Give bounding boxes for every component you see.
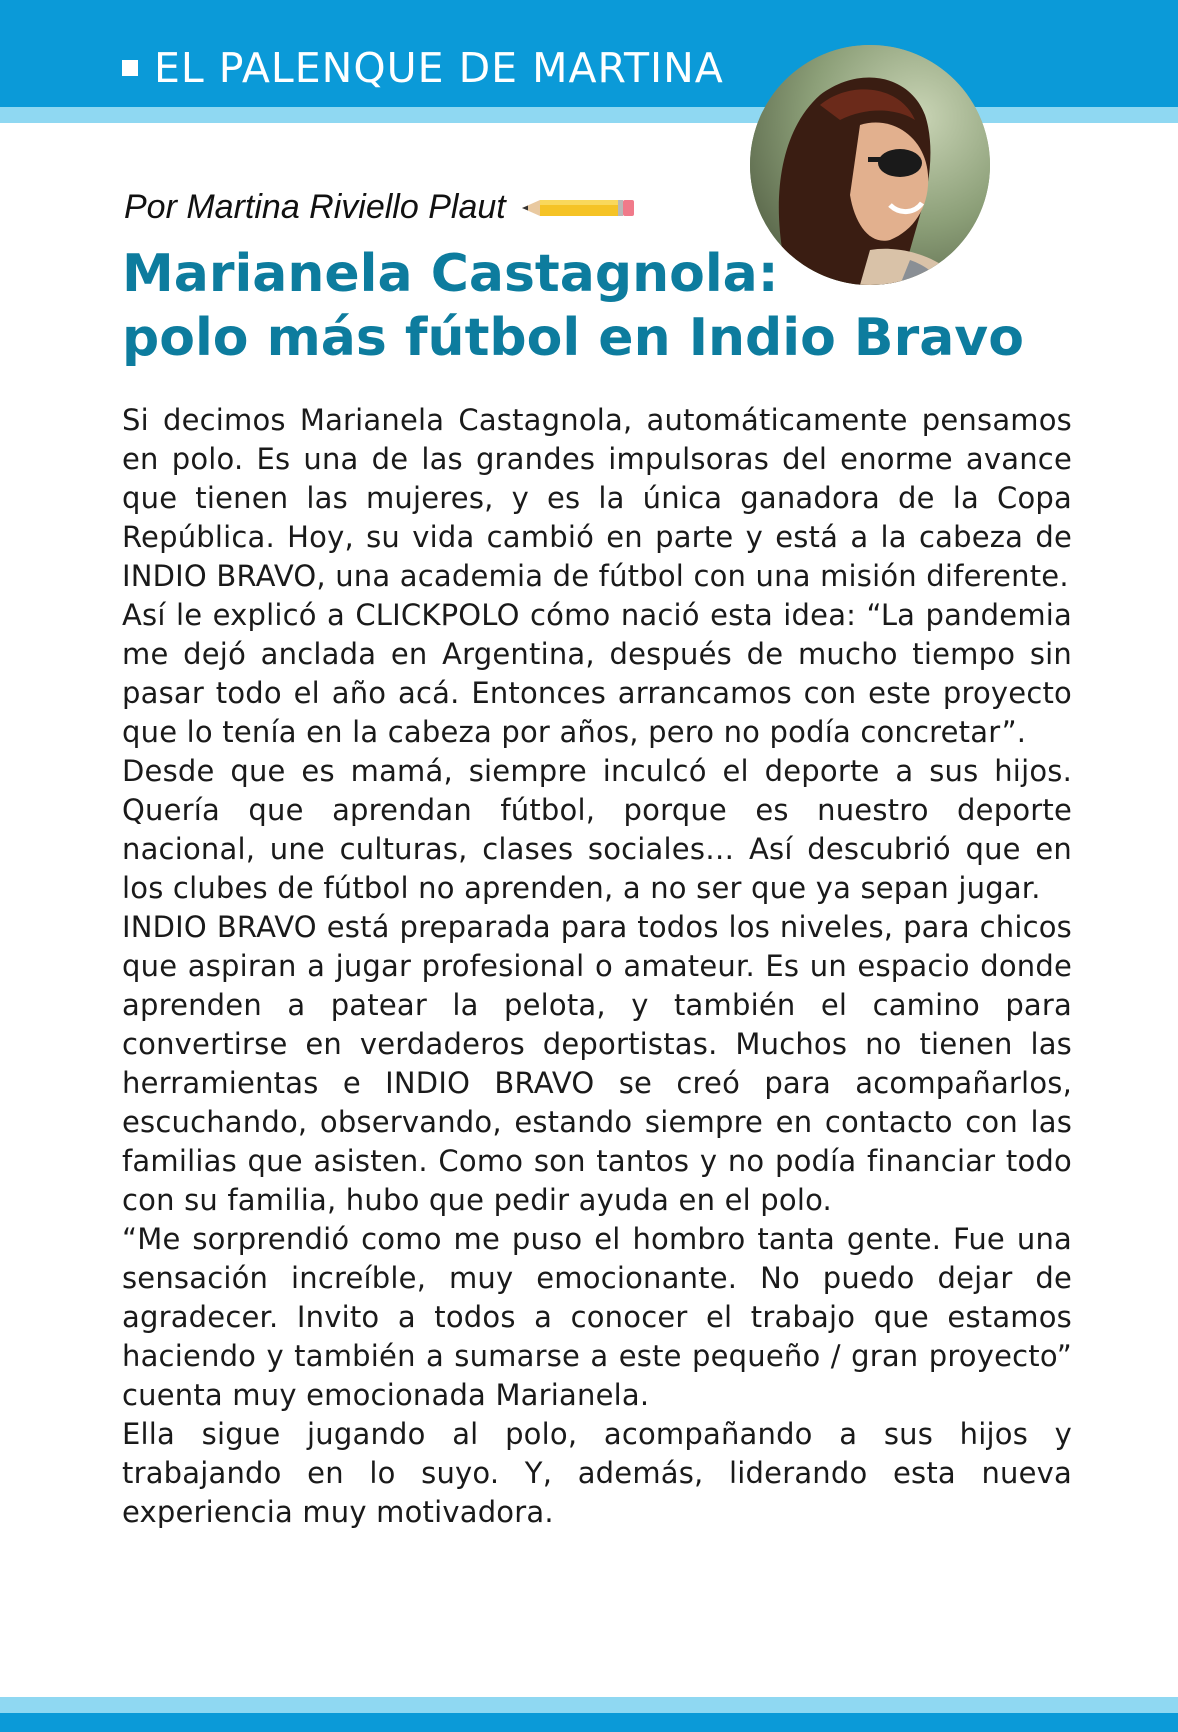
title-line: Marianela Castagnola: [122, 244, 779, 304]
paragraph: Ella sigue jugando al polo, acompañando a sus hijos y trabajando en lo suyo. Y, además, liderando esta nueva experiencia muy motivadora. [122, 1417, 1072, 1529]
article-body [122, 401, 1072, 1532]
byline-text: Por Martina Riviello Plaut [124, 188, 506, 226]
section-label [122, 44, 724, 92]
paragraph: “Me sorprendió como me puso el hombro tanta gente. Fue una sensación increíble, muy emocionante. No puedo dejar de agradecer. Invito a todos a conocer el trabajo que estamos haciendo y también a sumarse a este pequeño / gran proyecto” cuenta muy emocionada Marianela. [122, 1222, 1072, 1412]
title-line: polo más fútbol en Indio Bravo [122, 308, 1024, 368]
header-stripe [0, 107, 1178, 123]
paragraph: INDIO BRAVO está preparada para todos los niveles, para chicos que aspiran a jugar profesional o amateur. Es un espacio donde aprenden a patear la pelota, y también el camino para convertirse en verdaderos deportistas. Muchos no tienen las herramientas e INDIO BRAVO se creó para acompañarlos, escuchando, observando, estando siempre en contacto con las familias que asisten. Como son tantos y no podía financiar todo con su familia, hubo que pedir ayuda en el polo. [122, 910, 1072, 1217]
section-label-text: EL PALENQUE DE MARTINA [154, 44, 724, 92]
footer-stripe [0, 1697, 1178, 1713]
pencil-icon [522, 197, 634, 219]
footer-band [0, 1713, 1178, 1732]
article-title [122, 242, 1024, 370]
paragraph: Desde que es mamá, siempre inculcó el deporte a sus hijos. Quería que aprendan fútbol, porque es nuestro deporte nacional, une culturas, clases sociales… Así descubrió que en los clubes de fútbol no aprenden, a no ser que ya sepan jugar. [122, 754, 1072, 905]
author-byline [124, 188, 634, 227]
paragraph: Si decimos Marianela Castagnola, automáticamente pensamos en polo. Es una de las grandes impulsoras del enorme avance que tienen las mujeres, y es la única ganadora de la Copa República. Hoy, su vida cambió en parte y está a la cabeza de INDIO BRAVO, una academia de fútbol con una misión diferente. [122, 403, 1072, 593]
bullet-square-icon [122, 60, 138, 76]
paragraph: Así le explicó a CLICKPOLO cómo nació esta idea: “La pandemia me dejó anclada en Argentina, después de mucho tiempo sin pasar todo el año acá. Entonces arrancamos con este proyecto que lo tenía en la cabeza por años, pero no podía concretar”. [122, 598, 1072, 749]
